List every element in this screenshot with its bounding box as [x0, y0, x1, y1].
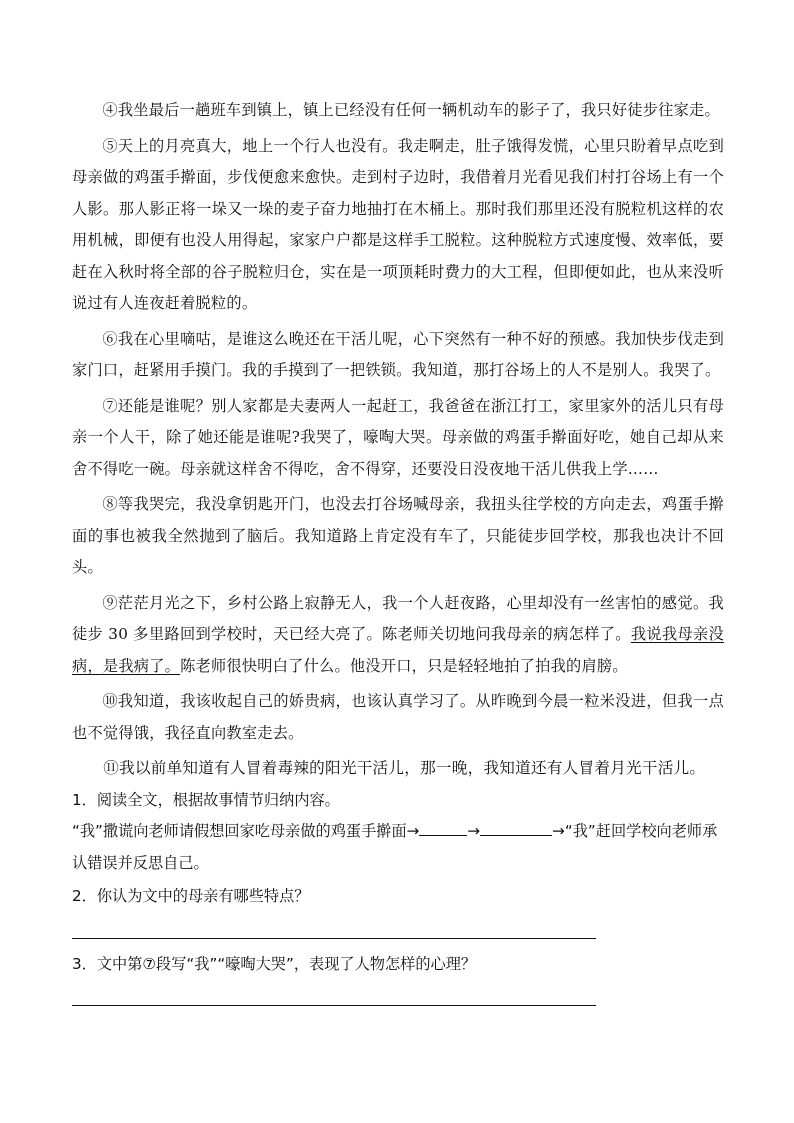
paragraph-4: ④我坐最后一趟班车到镇上，镇上已经没有任何一辆机动车的影子了，我只好徒步往家走。: [102, 101, 720, 119]
spacer: [72, 980, 724, 1004]
question-1-answer-line: [72, 816, 724, 879]
paragraph-9: [72, 588, 724, 683]
answer-line-q2[interactable]: [72, 937, 596, 939]
question-1-arrow: →: [467, 822, 481, 840]
question-1: 1．阅读全文，根据故事情节归纳内容。: [72, 790, 340, 809]
paragraph-11: ⑪我以前单知道有人冒着毒辣的阳光干活儿，那一晚，我知道还有人冒着月光干活儿。: [103, 759, 706, 777]
paragraph-7: ⑦还能是谁呢？别人家都是夫妻两人一起赶工，我爸爸在浙江打工，家里家外的活儿只有母亲一个人干，除了她还能是谁呢?我哭了，嚎啕大哭。母亲做的鸡蛋手擀面好吃，她自己却从来舍不得吃一碗。母亲就这样舍不得吃，舍不得穿，还要没日没夜地干活儿供我上学……: [72, 396, 724, 478]
question-1-text-part2: →“我”赶回学校向老师承认错误并反思自己。: [72, 822, 718, 872]
paragraph-5: ⑤天上的月亮真大，地上一个行人也没有。我走啊走，肚子饿得发慌，心里只盼着早点吃到母亲做的鸡蛋手擀面，步伐便愈来愈快。走到村子边时，我借着月光看见我们村打谷场上有一个人影。那人影正将一垛又一垛的麦子奋力地抽打在木桶上。那时我们那里还没有脱粒机这样的农用机械，即便有也没人用得起，家家户户都是这样手工脱粒。这种脱粒方式速度慢、效率低，要赶在入秋时将全部的谷子脱粒归仓，实在是一项顶耗时费力的大工程，但即便如此，也从来没听说过有人连夜赶着脱粒的。: [72, 136, 724, 312]
question-2: 2．你认为文中的母亲有哪些特点？: [72, 887, 310, 905]
paragraph-9-text-a: ⑨茫茫月光之下，乡村公路上寂静无人，我一个人赶夜路，心里却没有一丝害怕的感觉。我徒步 30 多里路回到学校时，天已经大亮了。陈老师关切地问我母亲的病怎样了。: [72, 593, 724, 643]
paragraph-10: ⑩我知道，我该收起自己的娇贵病，也该认真学习了。从昨晚到今晨一粒米没进，但我一点也不觉得饿，我径直向教室走去。: [72, 692, 724, 742]
spacer: [72, 913, 724, 937]
paragraph-6: ⑥我在心里嘀咕，是谁这么晚还在干活儿呢，心下突然有一种不好的预感。我加快步伐走到家门口，赶紧用手摸门。我的手摸到了一把铁锁。我知道，那打谷场上的人不是别人。我哭了。: [72, 329, 724, 379]
paragraph-9-underlined-sentence: 我说我母亲没病，是我病了。: [72, 625, 725, 675]
answer-blank-1[interactable]: [419, 817, 467, 836]
answer-blank-2[interactable]: [480, 817, 552, 836]
question-1-text-part1: “我”撒谎向老师请假想回家吃母亲做的鸡蛋手擀面→: [72, 822, 420, 840]
document-page: [72, 95, 724, 1006]
answer-line-q3[interactable]: [72, 1004, 596, 1006]
paragraph-9-text-b: 陈老师很快明白了什么。他没开口，只是轻轻地拍了拍我的肩膀。: [180, 656, 628, 675]
question-3: 3．文中第⑦段写“我”“嚎啕大哭”，表现了人物怎样的心理？: [72, 954, 477, 973]
paragraph-8: ⑧等我哭完，我没拿钥匙开门，也没去打谷场喊母亲，我扭头往学校的方向走去，鸡蛋手擀面的事也被我全然抛到了脑后。我知道路上肯定没有车了，只能徒步回学校，那我也决计不回头。: [72, 495, 724, 576]
